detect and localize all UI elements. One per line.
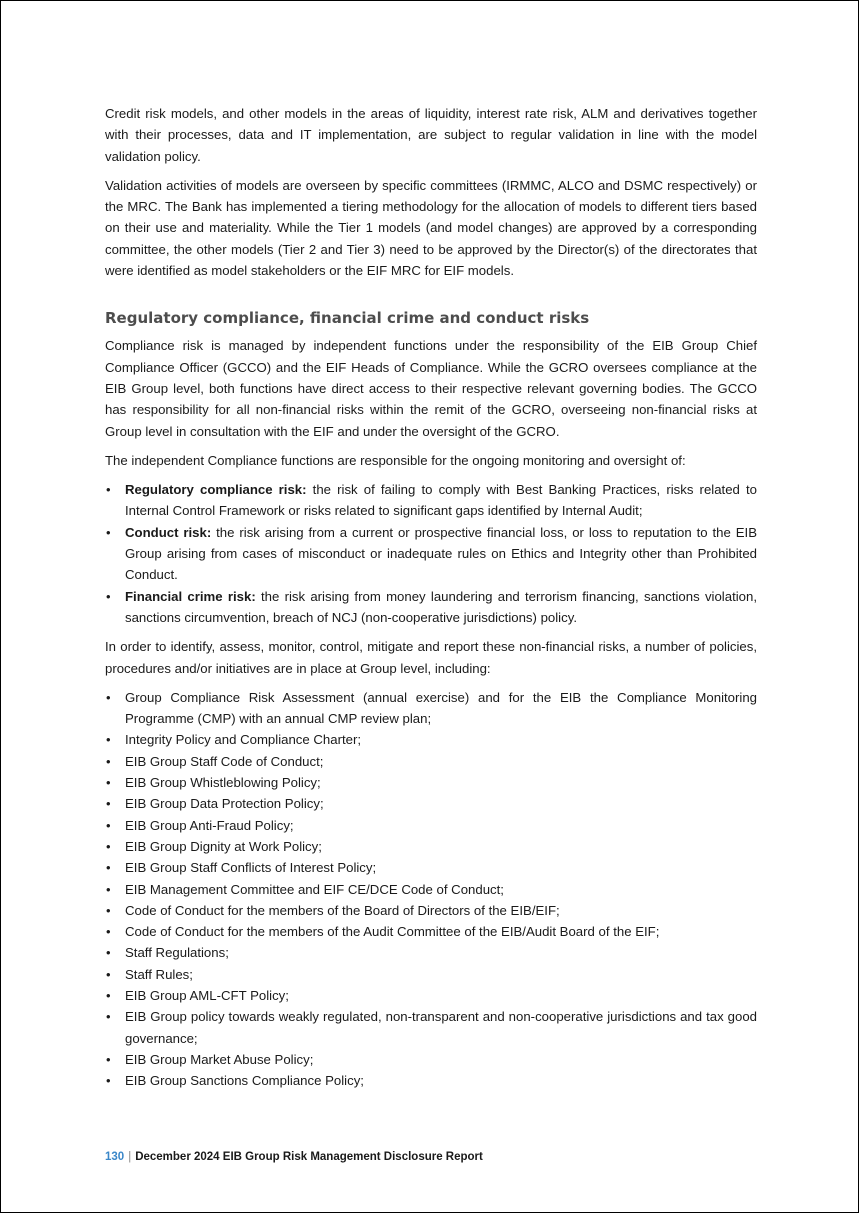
- policy-text: Staff Rules;: [125, 966, 193, 982]
- risk-term: Conduct risk:: [125, 524, 212, 540]
- bullet-icon: •: [106, 924, 111, 940]
- policy-list: [105, 687, 757, 1092]
- bullet-icon: •: [106, 524, 111, 540]
- policy-item: [105, 964, 757, 985]
- policy-text: EIB Group Dignity at Work Policy;: [125, 838, 322, 854]
- policy-item: [105, 772, 757, 793]
- page-footer: [105, 1151, 483, 1163]
- risk-term: Regulatory compliance risk:: [125, 482, 307, 498]
- policy-item: [105, 985, 757, 1006]
- bullet-icon: •: [106, 987, 111, 1003]
- bullet-icon: •: [106, 902, 111, 918]
- page-number: 130: [105, 1151, 125, 1163]
- policy-item: [105, 729, 757, 750]
- policy-text: EIB Group AML-CFT Policy;: [125, 987, 289, 1003]
- policy-item: [105, 921, 757, 942]
- policy-text: Integrity Policy and Compliance Charter;: [125, 732, 362, 748]
- footer-title: December 2024 EIB Group Risk Management Disclosure Report: [135, 1151, 483, 1163]
- paragraph-model-validation: Credit risk models, and other models in the areas of liquidity, interest rate risk, ALM and derivatives together with their processes, data and IT implementation, are subject to regular validation in line with the model validation policy.: [105, 106, 757, 164]
- paragraph-policies-intro: In order to identify, assess, monitor, control, mitigate and report these non-financial risks, a number of policies, procedures and/or initiatives are in place at Group level, including:: [105, 639, 757, 676]
- risk-text: the risk arising from money laundering and terrorism financing, sanctions violation, sanctions circumvention, breach of NCJ (non-cooperative jurisdictions) policy.: [125, 588, 757, 625]
- bullet-icon: •: [106, 796, 111, 812]
- bullet-icon: •: [106, 689, 111, 705]
- bullet-icon: •: [106, 838, 111, 854]
- bullet-icon: •: [106, 945, 111, 961]
- policy-item: [105, 1070, 757, 1091]
- policy-text: Code of Conduct for the members of the Audit Committee of the EIB/Audit Board of the EIF;: [125, 924, 660, 940]
- section-heading: Regulatory compliance, financial crime and conduct risks: [105, 309, 590, 328]
- risk-item-regulatory-compliance: [105, 479, 757, 522]
- bullet-icon: •: [106, 860, 111, 876]
- risk-item-conduct: [105, 522, 757, 586]
- bullet-icon: •: [106, 1051, 111, 1067]
- policy-text: EIB Group Data Protection Policy;: [125, 796, 324, 812]
- policy-text: EIB Group Market Abuse Policy;: [125, 1051, 314, 1067]
- bullet-icon: •: [106, 817, 111, 833]
- bullet-icon: •: [106, 732, 111, 748]
- bullet-icon: •: [106, 1073, 111, 1089]
- risk-item-financial-crime: [105, 586, 757, 629]
- risk-list: [105, 479, 757, 628]
- paragraph-compliance-intro: Compliance risk is managed by independent functions under the responsibility of the EIB Group Chief Compliance Officer (GCCO) and the EIF Heads of Compliance. While the GCRO oversees compliance at the EIB Group level, both functions have direct access to their respective relevant governing bodies. The GCCO has responsibility for all non-financial risks within the remit of the GCRO, overseeing non-financial risks at Group level in consultation with the EIF and under the oversight of the GCRO.: [105, 338, 757, 439]
- policy-text: EIB Management Committee and EIF CE/DCE Code of Conduct;: [125, 881, 504, 897]
- policy-item: [105, 857, 757, 878]
- bullet-icon: •: [106, 966, 111, 982]
- policy-item: [105, 1006, 757, 1049]
- policy-item: [105, 900, 757, 921]
- policy-item: [105, 815, 757, 836]
- bullet-icon: •: [106, 775, 111, 791]
- policy-item: [105, 1049, 757, 1070]
- policy-item: [105, 793, 757, 814]
- bullet-icon: •: [106, 753, 111, 769]
- risk-text: the risk arising from a current or prospective financial loss, or loss to reputation to the EIB Group arising from cases of misconduct or inadequate rules on Ethics and Integrity other than Prohibited Conduct.: [125, 524, 757, 583]
- policy-item: [105, 879, 757, 900]
- policy-text: EIB Group Whistleblowing Policy;: [125, 775, 321, 791]
- bullet-icon: •: [106, 482, 111, 498]
- policy-item: [105, 751, 757, 772]
- paragraph-validation-activities: Validation activities of models are overseen by specific committees (IRMMC, ALCO and DSMC respectively) or the MRC. The Bank has implemented a tiering methodology for the allocation of models to different tiers based on their use and materiality. While the Tier 1 models (and model changes) are approved by a corresponding committee, the other models (Tier 2 and Tier 3) need to be approved by the Director(s) of the directorates that were identified as model stakeholders or the EIF MRC for EIF models.: [105, 177, 757, 279]
- policy-text: EIB Group policy towards weakly regulated, non-transparent and non-cooperative jurisdictions and tax good governance;: [125, 1009, 757, 1046]
- bullet-icon: •: [106, 1009, 111, 1025]
- risk-text: the risk of failing to comply with Best Banking Practices, risks related to Internal Control Framework or risks related to significant gaps identified by Internal Audit;: [125, 482, 757, 519]
- bullet-icon: •: [106, 881, 111, 897]
- policy-text: EIB Group Sanctions Compliance Policy;: [125, 1073, 364, 1089]
- policy-item: [105, 836, 757, 857]
- footer-separator: |: [128, 1151, 132, 1163]
- policy-item: [105, 942, 757, 963]
- page-content: [105, 103, 757, 1099]
- policy-text: Staff Regulations;: [125, 945, 229, 961]
- policy-item: [105, 687, 757, 730]
- policy-text: EIB Group Staff Code of Conduct;: [125, 753, 324, 769]
- paragraph-oversight-intro: The independent Compliance functions are responsible for the ongoing monitoring and oversight of:: [105, 452, 686, 468]
- policy-text: Group Compliance Risk Assessment (annual exercise) and for the EIB the Compliance Monitoring Programme (CMP) with an annual CMP review plan;: [125, 689, 757, 727]
- policy-text: EIB Group Anti-Fraud Policy;: [125, 817, 294, 833]
- policy-text: EIB Group Staff Conflicts of Interest Policy;: [125, 860, 377, 876]
- policy-text: Code of Conduct for the members of the Board of Directors of the EIB/EIF;: [125, 902, 560, 918]
- risk-term: Financial crime risk:: [125, 588, 256, 604]
- bullet-icon: •: [106, 588, 111, 604]
